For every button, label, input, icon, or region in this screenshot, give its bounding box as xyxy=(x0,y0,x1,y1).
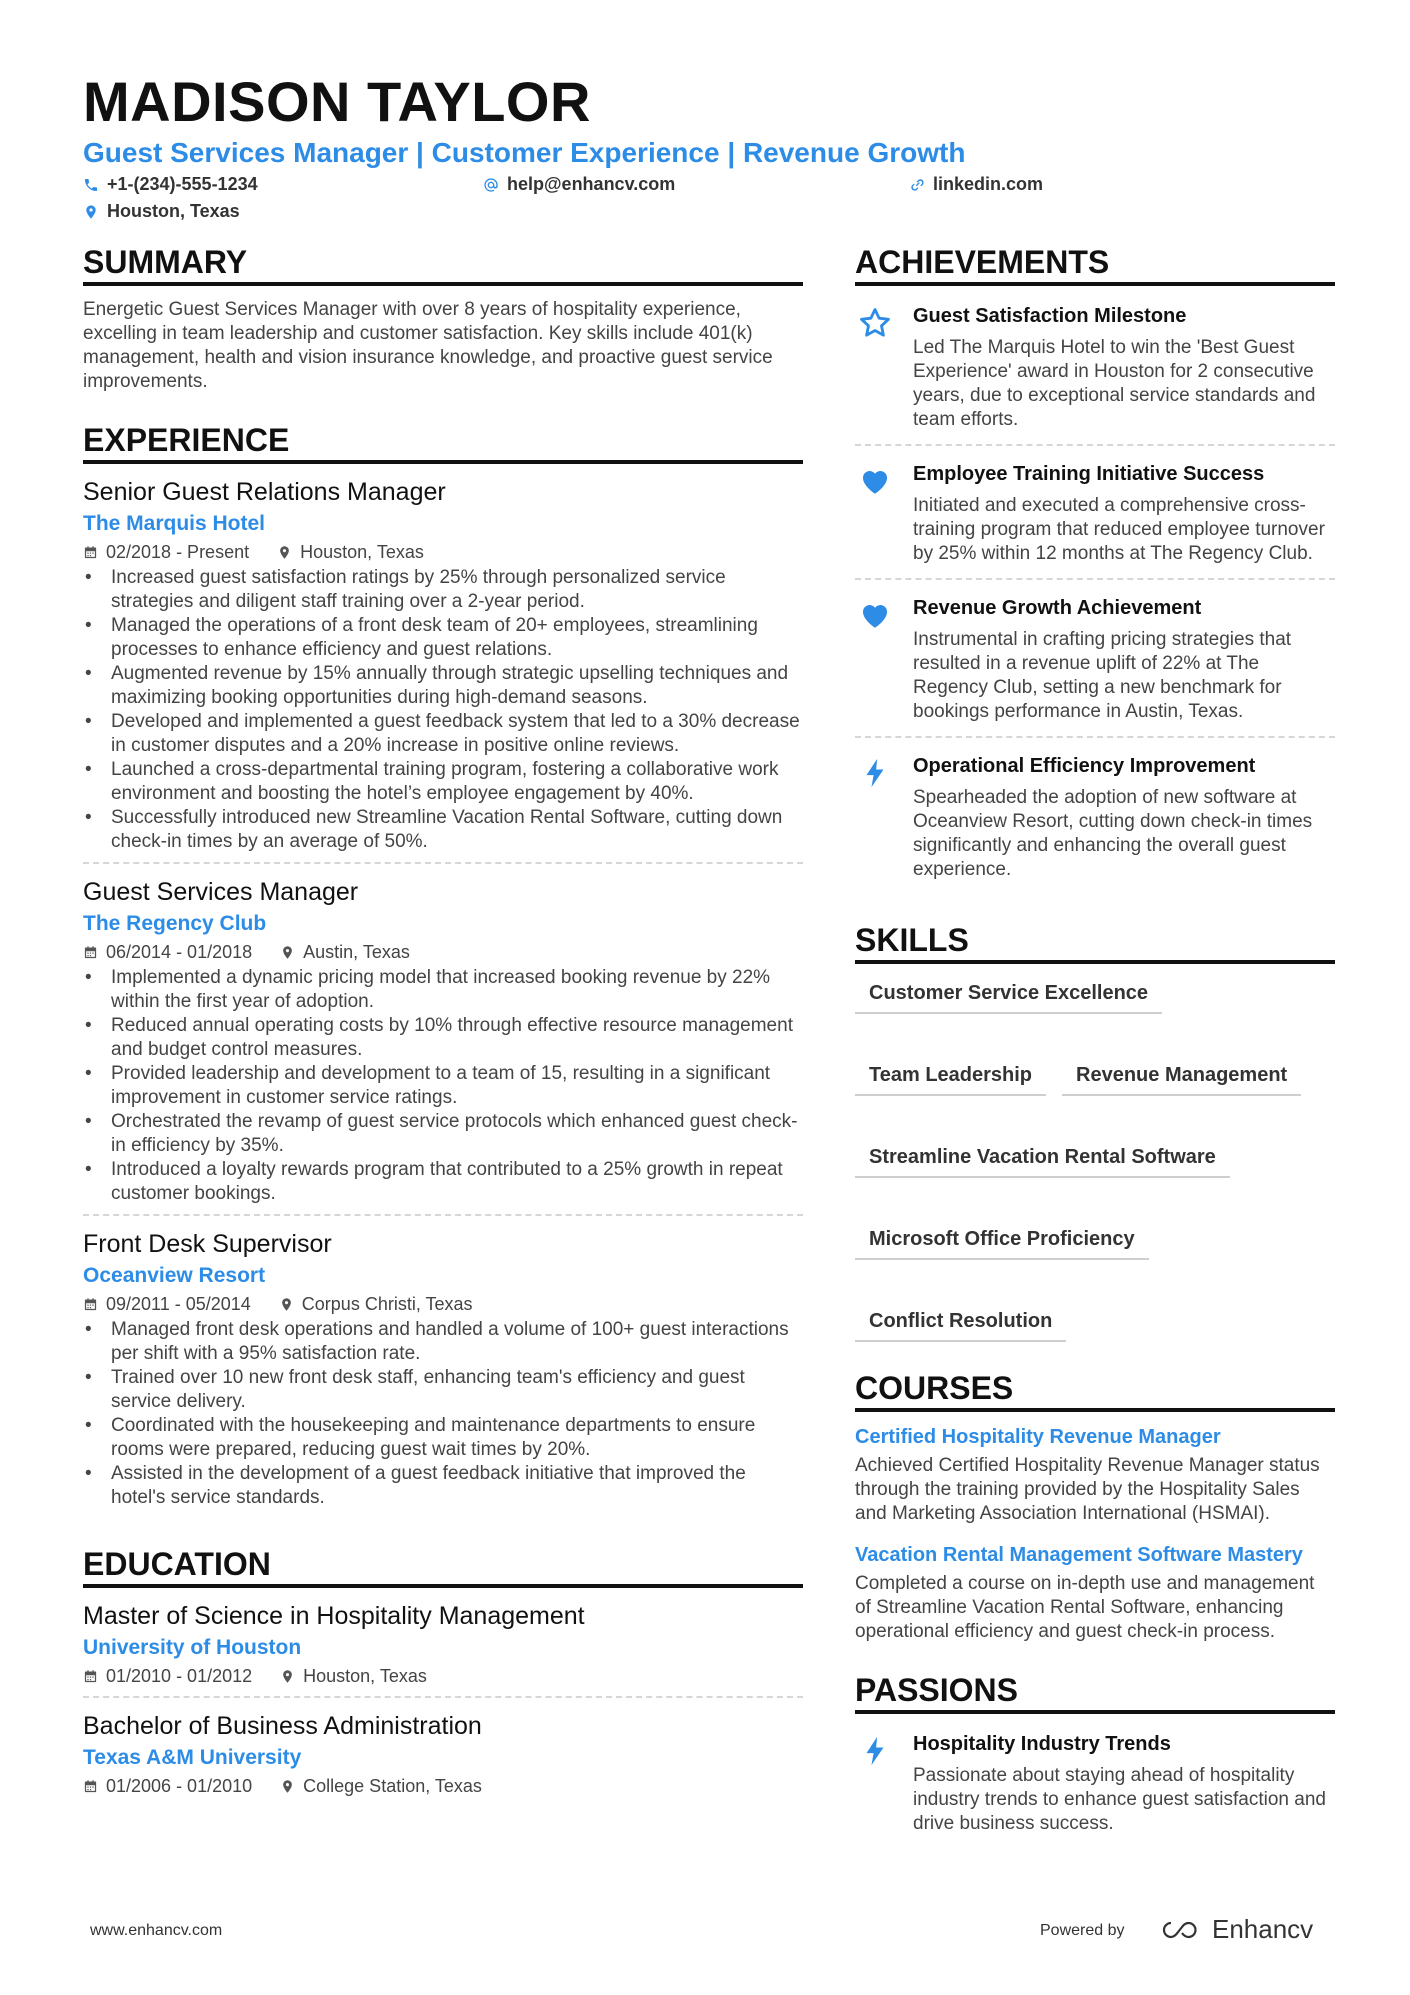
heart-icon xyxy=(855,460,895,566)
job-location-text: Austin, Texas xyxy=(303,942,410,962)
job-bullet: • Managed front desk operations and handled a volume of 100+ guest interactions per shift with a 95% satisfaction rate. xyxy=(83,1318,803,1366)
contact-email[interactable] xyxy=(483,174,675,195)
skill-tag: Team Leadership xyxy=(855,1062,1046,1096)
website-text: linkedin.com xyxy=(933,174,1044,194)
job-company[interactable]: The Marquis Hotel xyxy=(83,512,266,535)
education-dates xyxy=(83,1774,252,1798)
achievement-title: Employee Training Initiative Success xyxy=(913,463,1265,485)
skill-tag: Streamline Vacation Rental Software xyxy=(855,1144,1230,1178)
education-section xyxy=(83,1544,803,1806)
job-bullet: • Provided leadership and development to a team of 15, resulting in a significant improvement in customer service ratings. xyxy=(83,1062,803,1110)
job-bullet: • Increased guest satisfaction ratings by 25% through personalized service strategies and diligent staff training over a 2-year period. xyxy=(83,566,803,614)
skill-tag: Revenue Management xyxy=(1062,1062,1301,1096)
school-name[interactable]: Texas A&M University xyxy=(83,1746,302,1769)
passions-section xyxy=(855,1670,1335,1848)
courses-heading: COURSES xyxy=(855,1368,1335,1412)
job-dates xyxy=(83,540,249,564)
job-dates xyxy=(83,940,252,964)
job-bullet: • Introduced a loyalty rewards program that contributed to a 25% growth in repeat customer bookings. xyxy=(83,1158,803,1206)
job-bullet: • Augmented revenue by 15% annually through strategic upselling techniques and maximizing booking opportunities during high-demand seasons. xyxy=(83,662,803,710)
achievement-title: Revenue Growth Achievement xyxy=(913,597,1202,619)
star-icon xyxy=(855,302,895,432)
course-desc: Completed a course on in-depth use and management of Streamline Vacation Rental Software, enhancing operational efficiency and guest check-in process. xyxy=(855,1573,1315,1642)
lightning-icon xyxy=(855,1730,895,1836)
calendar-icon xyxy=(83,945,98,960)
education-heading: EDUCATION xyxy=(83,1544,803,1588)
heart-icon xyxy=(855,594,895,724)
email-text: help@enhancv.com xyxy=(507,174,676,194)
job-bullet: • Reduced annual operating costs by 10% through effective resource management and budget control measures. xyxy=(83,1014,803,1062)
course-title[interactable]: Certified Hospitality Revenue Manager xyxy=(855,1426,1221,1448)
job-bullets xyxy=(83,566,803,854)
achievement-title: Guest Satisfaction Milestone xyxy=(913,305,1187,327)
at-icon xyxy=(483,177,499,193)
course-desc: Achieved Certified Hospitality Revenue Manager status through the training provided by the Hospitality Sales and Marketing Association International (HSMAI). xyxy=(855,1455,1320,1524)
job-company[interactable]: The Regency Club xyxy=(83,912,267,935)
map-pin-icon xyxy=(280,1669,295,1684)
job-location xyxy=(277,540,424,564)
job-dates xyxy=(83,1292,251,1316)
achievement-item xyxy=(855,590,1335,738)
degree-title: Master of Science in Hospitality Management xyxy=(83,1602,585,1630)
map-pin-icon xyxy=(83,204,99,220)
achievement-item xyxy=(855,456,1335,580)
job-entry xyxy=(83,1228,803,1518)
achievement-item xyxy=(855,298,1335,446)
job-bullet: • Managed the operations of a front desk team of 20+ employees, streamlining processes to enhance efficiency and guest relations. xyxy=(83,614,803,662)
education-entry xyxy=(83,1600,803,1698)
job-dates-text: 02/2018 - Present xyxy=(106,542,250,562)
job-bullet: • Coordinated with the housekeeping and maintenance departments to ensure rooms were prepared, reducing guest wait times by 20%. xyxy=(83,1414,803,1462)
location-text: Houston, Texas xyxy=(107,201,240,221)
phone-text: +1-(234)-555-1234 xyxy=(107,174,258,194)
job-company[interactable]: Oceanview Resort xyxy=(83,1264,266,1287)
contact-phone[interactable] xyxy=(83,174,258,195)
achievement-desc: Instrumental in crafting pricing strategies that resulted in a revenue uplift of 22% at The Regency Club, setting a new benchmark for bookings performance in Austin, Texas. xyxy=(913,629,1292,722)
education-dates-text: 01/2010 - 01/2012 xyxy=(106,1666,253,1686)
skills-section xyxy=(855,920,1335,1342)
passions-heading: PASSIONS xyxy=(855,1670,1335,1714)
job-bullet: • Trained over 10 new front desk staff, enhancing team's efficiency and guest service delivery. xyxy=(83,1366,803,1414)
contact-info xyxy=(83,174,1343,228)
job-bullets xyxy=(83,1318,803,1510)
achievements-heading: ACHIEVEMENTS xyxy=(855,242,1335,286)
job-title: Front Desk Supervisor xyxy=(83,1230,332,1258)
footer-brand: Enhancv xyxy=(1212,1914,1314,1944)
achievement-desc: Initiated and executed a comprehensive cross-training program that reduced employee turnover by 25% within 12 months at The Regency Club. xyxy=(913,495,1325,564)
job-entry xyxy=(83,876,803,1216)
calendar-icon xyxy=(83,1779,98,1794)
achievement-desc: Led The Marquis Hotel to win the 'Best Guest Experience' award in Houston for 2 consecutive years, due to exceptional service standards and team efforts. xyxy=(913,337,1316,430)
skill-tag: Microsoft Office Proficiency xyxy=(855,1226,1149,1260)
candidate-name: MADISON TAYLOR xyxy=(83,70,591,133)
education-location-text: College Station, Texas xyxy=(303,1776,482,1796)
school-name[interactable]: University of Houston xyxy=(83,1636,302,1659)
infinity-logo-icon xyxy=(1160,1919,1204,1941)
summary-heading: SUMMARY xyxy=(83,242,803,286)
job-meta xyxy=(83,1292,803,1316)
job-bullet: • Successfully introduced new Streamline Vacation Rental Software, cutting down check-in times by an average of 50%. xyxy=(83,806,803,854)
map-pin-icon xyxy=(280,945,295,960)
course-title[interactable]: Vacation Rental Management Software Mastery xyxy=(855,1544,1303,1566)
education-meta xyxy=(83,1664,803,1688)
link-icon xyxy=(909,177,925,193)
education-location-text: Houston, Texas xyxy=(303,1666,427,1686)
contact-location xyxy=(83,201,240,222)
summary-text: Energetic Guest Services Manager with over 8 years of hospitality experience, excelling in team leadership and customer satisfaction. Key skills include 401(k) management, health and vision insurance knowledge, and proactive guest service improvements. xyxy=(83,299,773,392)
skill-tag: Customer Service Excellence xyxy=(855,980,1162,1014)
job-bullet: • Implemented a dynamic pricing model that increased booking revenue by 22% within the first year of adoption. xyxy=(83,966,803,1014)
left-column xyxy=(83,242,803,1832)
skills-heading: SKILLS xyxy=(855,920,1335,964)
lightning-icon xyxy=(855,752,895,882)
right-column xyxy=(855,242,1335,1874)
courses-section xyxy=(855,1368,1335,1644)
job-title: Guest Services Manager xyxy=(83,878,359,906)
passion-title: Hospitality Industry Trends xyxy=(913,1733,1171,1755)
candidate-title: Guest Services Manager | Customer Experience | Revenue Growth xyxy=(83,137,966,168)
job-meta xyxy=(83,540,803,564)
skills-list xyxy=(855,976,1335,1342)
job-bullet: • Launched a cross-departmental training program, fostering a collaborative work environment and boosting the hotel’s employee engagement by 40%. xyxy=(83,758,803,806)
map-pin-icon xyxy=(280,1779,295,1794)
passion-item xyxy=(855,1726,1335,1848)
skill-tag: Conflict Resolution xyxy=(855,1308,1066,1342)
summary-section xyxy=(83,242,803,394)
map-pin-icon xyxy=(277,545,292,560)
degree-title: Bachelor of Business Administration xyxy=(83,1712,482,1740)
phone-icon xyxy=(83,177,99,193)
calendar-icon xyxy=(83,1669,98,1684)
experience-section xyxy=(83,420,803,1518)
education-location xyxy=(280,1774,482,1798)
calendar-icon xyxy=(83,1297,98,1312)
job-bullet: • Assisted in the development of a guest feedback initiative that improved the hotel's service standards. xyxy=(83,1462,803,1510)
job-bullet: • Developed and implemented a guest feedback system that led to a 30% decrease in customer disputes and a 20% increase in positive online reviews. xyxy=(83,710,803,758)
achievements-section xyxy=(855,242,1335,894)
education-location xyxy=(280,1664,427,1688)
job-location xyxy=(279,1292,473,1316)
job-location-text: Houston, Texas xyxy=(300,542,424,562)
achievement-desc: Spearheaded the adoption of new software at Oceanview Resort, cutting down check-in times significantly and enhancing the overall guest experience. xyxy=(913,787,1313,880)
job-location xyxy=(280,940,410,964)
job-location-text: Corpus Christi, Texas xyxy=(301,1294,473,1314)
job-entry xyxy=(83,476,803,864)
education-dates xyxy=(83,1664,252,1688)
map-pin-icon xyxy=(279,1297,294,1312)
experience-heading: EXPERIENCE xyxy=(83,420,803,464)
passion-desc: Passionate about staying ahead of hospitality industry trends to enhance guest satisfaction and drive business success. xyxy=(913,1765,1326,1834)
footer-website[interactable]: www.enhancv.com xyxy=(90,1922,223,1939)
education-entry xyxy=(83,1710,803,1806)
calendar-icon xyxy=(83,545,98,560)
job-dates-text: 06/2014 - 01/2018 xyxy=(106,942,253,962)
job-title: Senior Guest Relations Manager xyxy=(83,478,446,506)
enhancv-logo[interactable] xyxy=(1160,1914,1313,1945)
job-bullet: • Orchestrated the revamp of guest service protocols which enhanced guest check-in efficiency by 35%. xyxy=(83,1110,803,1158)
resume-header xyxy=(83,70,1343,228)
job-meta xyxy=(83,940,803,964)
job-bullets xyxy=(83,966,803,1206)
contact-website[interactable] xyxy=(909,174,1043,195)
achievement-item xyxy=(855,748,1335,894)
achievement-title: Operational Efficiency Improvement xyxy=(913,755,1256,777)
job-dates-text: 09/2011 - 05/2014 xyxy=(106,1294,251,1314)
education-dates-text: 01/2006 - 01/2010 xyxy=(106,1776,253,1796)
footer-powered-by: Powered by xyxy=(1040,1922,1125,1939)
education-meta xyxy=(83,1774,803,1798)
page-footer xyxy=(0,1912,1410,1952)
